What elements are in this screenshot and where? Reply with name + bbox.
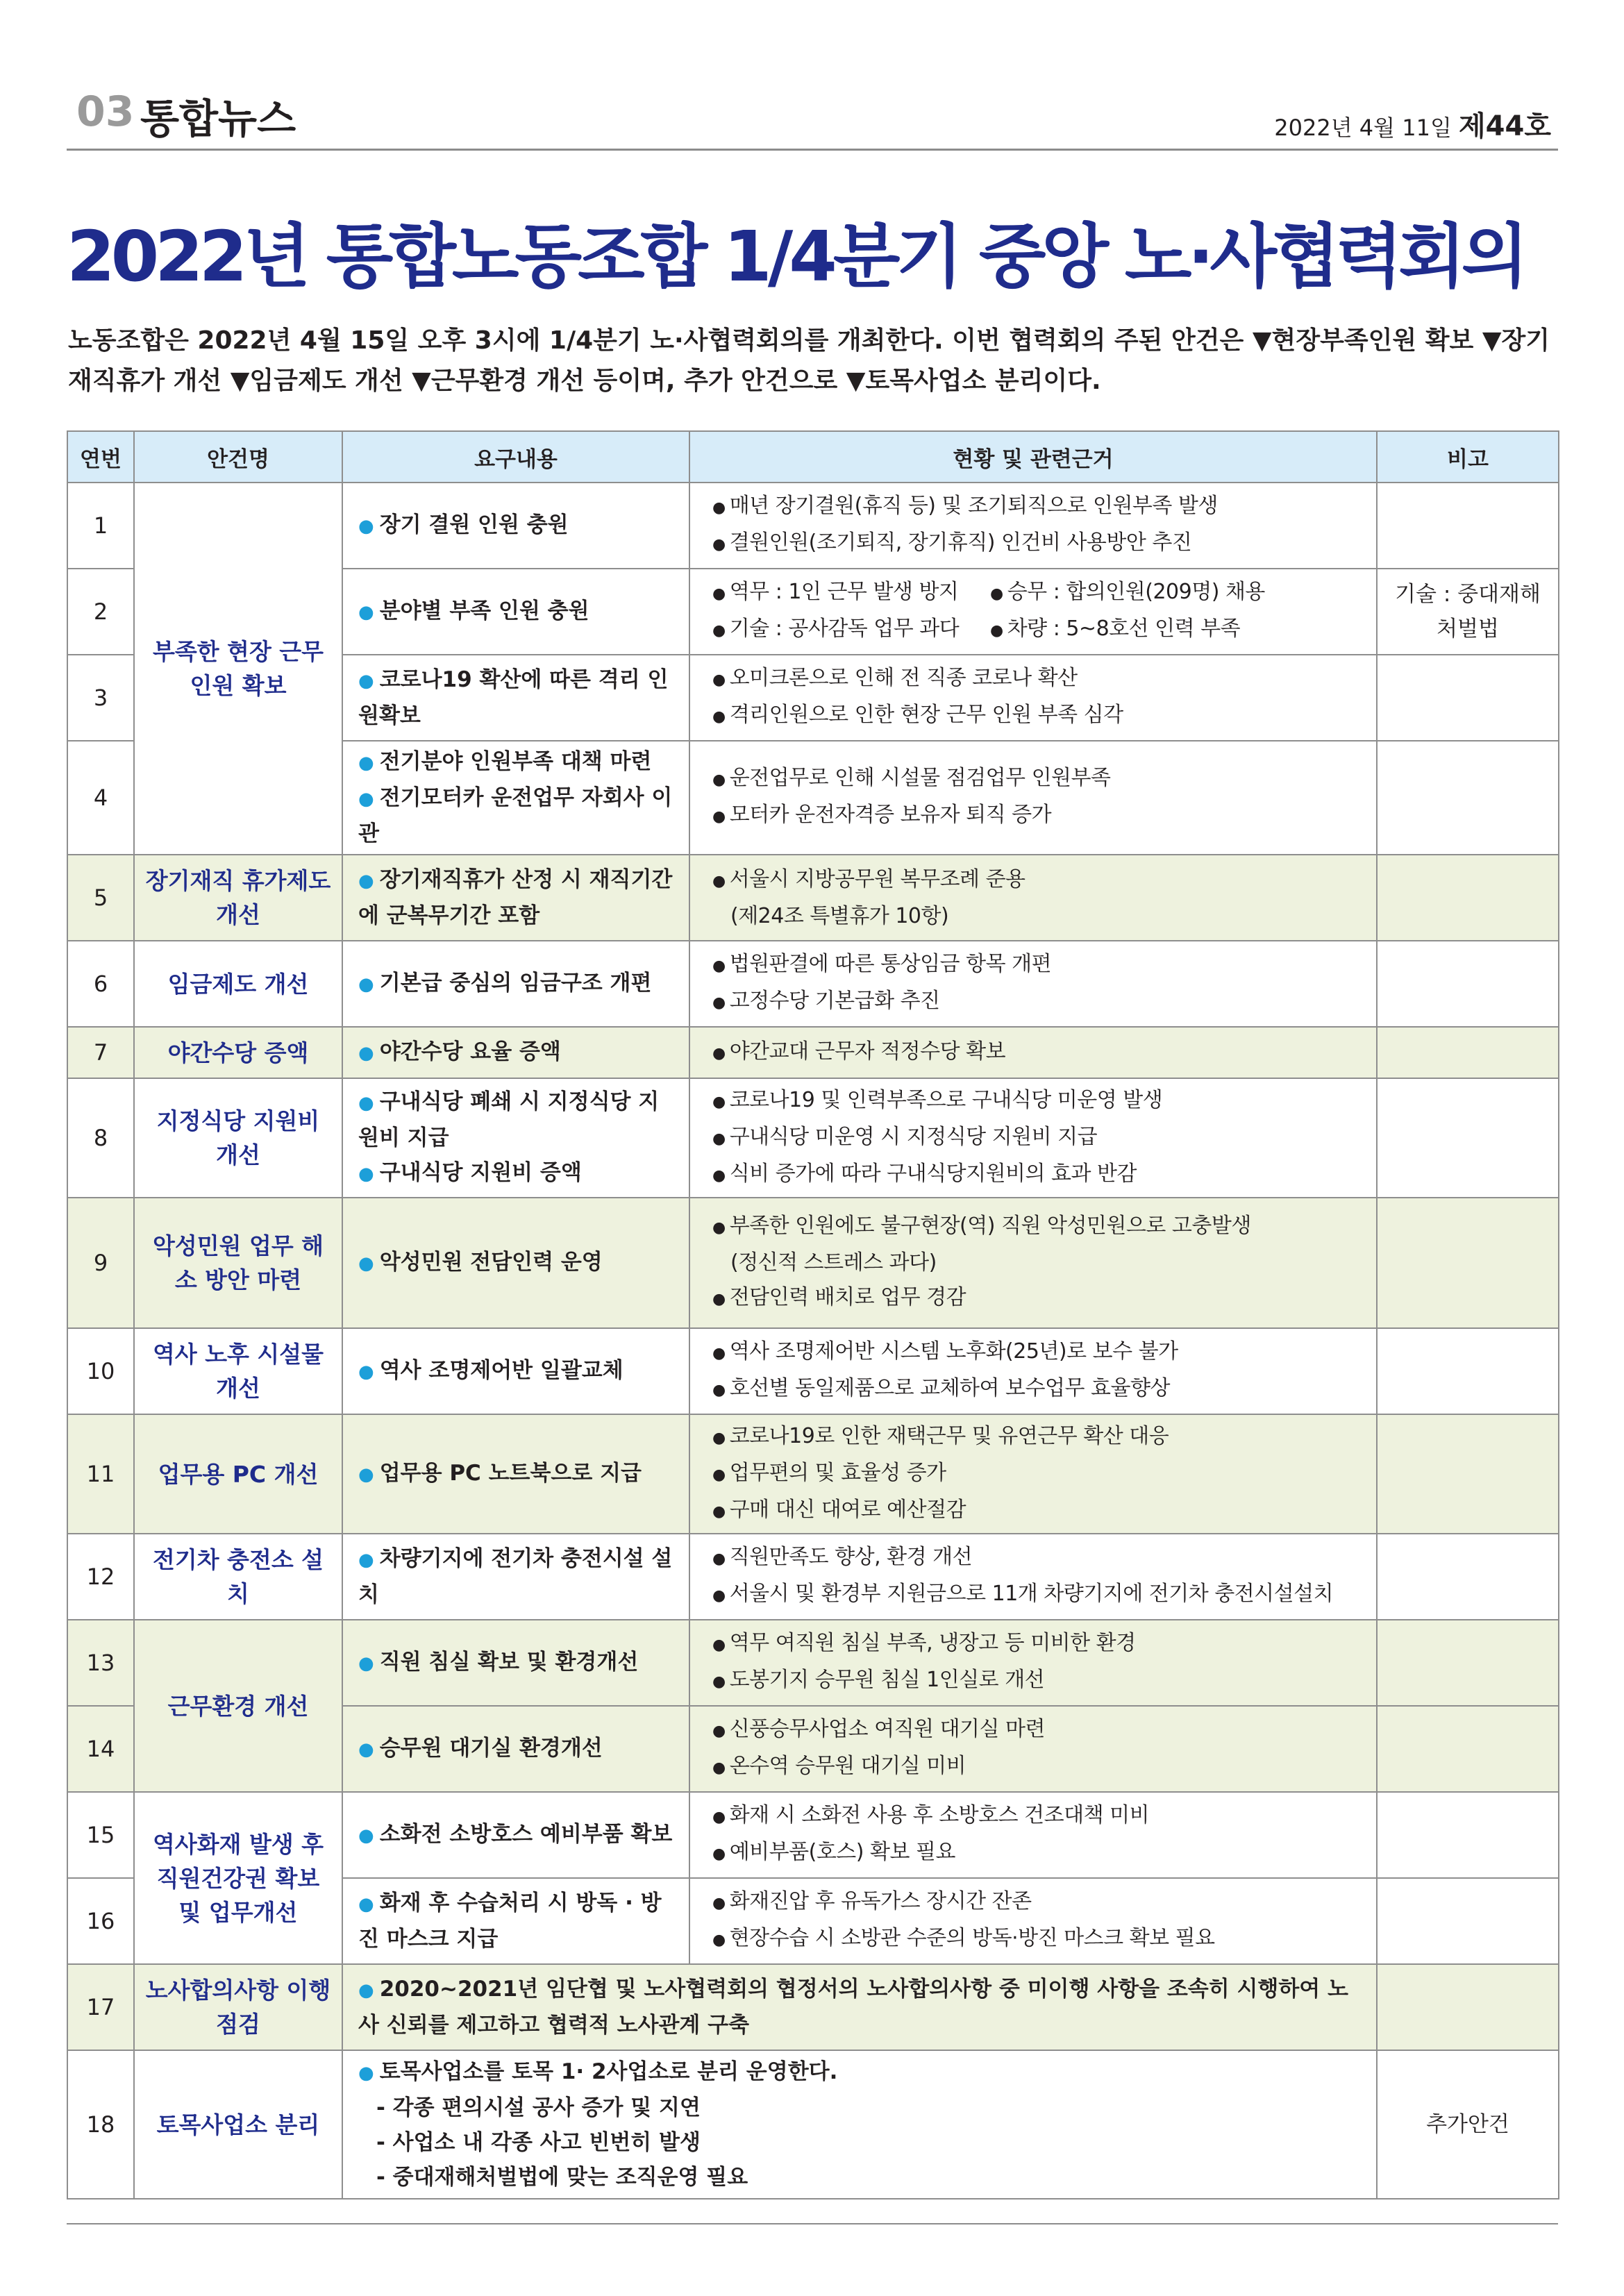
row-number: 14 <box>67 1706 134 1792</box>
article-title: 2022년 통합노동조합 1/4분기 중앙 노·사협력회의 <box>67 216 1525 297</box>
row-number: 4 <box>67 741 134 855</box>
status-cell: ● 매년 장기결원(휴직 등) 및 조기퇴직으로 인원부족 발생 ● 결원인원(조기퇴직, 장기휴직) 인건비 사용방안 추진 <box>689 483 1377 569</box>
row-number: 10 <box>67 1328 134 1414</box>
agenda-name: 업무용 PC 개선 <box>134 1414 342 1534</box>
status-cell: ● 화재 시 소화전 사용 후 소방호스 건조대책 미비 ● 예비부품(호스) 확보 필요 <box>689 1792 1377 1878</box>
status-cell: ● 코로나19 및 인력부족으로 구내식당 미운영 발생 ● 구내식당 미운영 시 지정식당 지원비 지급 ● 식비 증가에 따라 구내식당지원비의 효과 반감 <box>689 1078 1377 1198</box>
note-cell <box>1377 1706 1559 1792</box>
row-number: 18 <box>67 2050 134 2199</box>
row-number: 2 <box>67 569 134 655</box>
issue-number: 제44호 <box>1459 110 1551 142</box>
table-row <box>67 2050 1559 2199</box>
row-number: 16 <box>67 1878 134 1964</box>
row-number: 13 <box>67 1620 134 1706</box>
note-cell <box>1377 655 1559 741</box>
table-row <box>67 1792 1559 1878</box>
table-row <box>67 1964 1559 2050</box>
request-cell: ● 소화전 소방호스 예비부품 확보 <box>342 1792 689 1878</box>
header-no: 연번 <box>67 431 134 483</box>
row-number: 7 <box>67 1027 134 1078</box>
note-cell <box>1377 855 1559 941</box>
page-header <box>67 82 1558 151</box>
request-cell: ● 전기분야 인원부족 대책 마련 ● 전기모터카 운전업무 자회사 이관 <box>342 741 689 855</box>
request-cell: ● 2020~2021년 임단협 및 노사협력회의 협정서의 노사합의사항 중 미이행 사항을 조속히 시행하여 노사 신뢰를 제고하고 협력적 노사관계 구축 <box>342 1964 1377 2050</box>
status-cell: ● 부족한 인원에도 불구현장(역) 직원 악성민원으로 고충발생 (정신적 스트레스 과다) ● 전담인력 배치로 업무 경감 <box>689 1198 1377 1328</box>
agenda-name: 역사 노후 시설물 개선 <box>134 1328 342 1414</box>
agenda-name: 토목사업소 분리 <box>134 2050 342 2199</box>
request-cell: ● 야간수당 요율 증액 <box>342 1027 689 1078</box>
note-cell <box>1377 1328 1559 1414</box>
request-cell: ● 악성민원 전담인력 운영 <box>342 1198 689 1328</box>
note-cell <box>1377 1878 1559 1964</box>
agenda-name: 역사화재 발생 후 직원건강권 확보 및 업무개선 <box>134 1792 342 1964</box>
request-cell: ● 업무용 PC 노트북으로 지급 <box>342 1414 689 1534</box>
request-cell: ● 화재 후 수습처리 시 방독 · 방진 마스크 지급 <box>342 1878 689 1964</box>
note-cell <box>1377 941 1559 1027</box>
article-intro: 노동조합은 2022년 4월 15일 오후 3시에 1/4분기 노·사협력회의를 개최한다. 이번 협력회의 주된 안건은 ▼현장부족인원 확보 ▼장기재직휴가 개선 ▼임금제도 개선 ▼근무환경 개선 등이며, 추가 안건으로 ▼토목사업소 분리이다. <box>68 326 1550 395</box>
status-cell: ● 오미크론으로 인해 전 직종 코로나 확산 ● 격리인원으로 인한 현장 근무 인원 부족 심각 <box>689 655 1377 741</box>
footer-rule <box>67 2223 1558 2224</box>
header-note: 비고 <box>1377 431 1559 483</box>
agenda-name: 임금제도 개선 <box>134 941 342 1027</box>
note-cell <box>1377 1414 1559 1534</box>
status-cell: ● 서울시 지방공무원 복무조례 준용 (제24조 특별휴가 10항) <box>689 855 1377 941</box>
row-number: 6 <box>67 941 134 1027</box>
note-cell: 추가안건 <box>1377 2050 1559 2199</box>
header-status: 현황 및 관련근거 <box>689 431 1377 483</box>
table-row <box>67 1620 1559 1706</box>
table-row <box>67 941 1559 1027</box>
note-cell <box>1377 1620 1559 1706</box>
request-cell: ● 토목사업소를 토목 1· 2사업소로 분리 운영한다. - 각종 편의시설 공사 증가 및 지연 - 사업소 내 각종 사고 빈번히 발생 - 중대재해처벌법에 맞는 조직운영 필요 <box>342 2050 1377 2199</box>
note-cell <box>1377 1964 1559 2050</box>
agenda-name: 노사합의사항 이행 점검 <box>134 1964 342 2050</box>
agenda-name: 전기차 충전소 설치 <box>134 1534 342 1620</box>
note-cell <box>1377 1027 1559 1078</box>
table-row <box>67 1414 1559 1534</box>
status-cell: ● 코로나19로 인한 재택근무 및 유연근무 확산 대응 ● 업무편의 및 효율성 증가 ● 구매 대신 대여로 예산절감 <box>689 1414 1377 1534</box>
table-row <box>67 483 1559 569</box>
table-row <box>67 1078 1559 1198</box>
request-cell: ● 장기 결원 인원 충원 <box>342 483 689 569</box>
status-cell: ● 역무 : 1인 근무 발생 방지 ● 승무 : 합의인원(209명) 채용 ● 기술 : 공사감독 업무 과다 ● 차량 : 5~8호선 인력 부족 <box>689 569 1377 655</box>
row-number: 3 <box>67 655 134 741</box>
row-number: 5 <box>67 855 134 941</box>
status-cell: ● 신풍승무사업소 여직원 대기실 마련 ● 온수역 승무원 대기실 미비 <box>689 1706 1377 1792</box>
agenda-name: 근무환경 개선 <box>134 1620 342 1792</box>
issue-info <box>1274 104 1551 144</box>
table-row <box>67 1328 1559 1414</box>
header-request: 요구내용 <box>342 431 689 483</box>
status-cell: ● 역무 여직원 침실 부족, 냉장고 등 미비한 환경 ● 도봉기지 승무원 침실 1인실로 개선 <box>689 1620 1377 1706</box>
row-number: 8 <box>67 1078 134 1198</box>
note-cell <box>1377 741 1559 855</box>
table-header-row <box>67 431 1559 483</box>
status-cell: ● 직원만족도 향상, 환경 개선 ● 서울시 및 환경부 지원금으로 11개 차량기지에 전기차 충전시설설치 <box>689 1534 1377 1620</box>
row-number: 15 <box>67 1792 134 1878</box>
request-cell: ● 승무원 대기실 환경개선 <box>342 1706 689 1792</box>
table-row <box>67 1534 1559 1620</box>
note-cell: 기술 : 중대재해처벌법 <box>1377 569 1559 655</box>
request-cell: ● 기본급 중심의 임금구조 개편 <box>342 941 689 1027</box>
agenda-name: 지정식당 지원비 개선 <box>134 1078 342 1198</box>
status-cell: ● 법원판결에 따른 통상임금 항목 개편 ● 고정수당 기본급화 추진 <box>689 941 1377 1027</box>
request-cell: ● 직원 침실 확보 및 환경개선 <box>342 1620 689 1706</box>
issue-date: 2022년 4월 11일 <box>1274 115 1452 141</box>
row-number: 11 <box>67 1414 134 1534</box>
section-title: 통합뉴스 <box>140 95 296 142</box>
row-number: 9 <box>67 1198 134 1328</box>
row-number: 17 <box>67 1964 134 2050</box>
status-cell: ● 화재진압 후 유독가스 장시간 잔존 ● 현장수습 시 소방관 수준의 방독·방진 마스크 확보 필요 <box>689 1878 1377 1964</box>
request-cell: ● 분야별 부족 인원 충원 <box>342 569 689 655</box>
table-row <box>67 1027 1559 1078</box>
agenda-table <box>67 430 1559 2199</box>
note-cell <box>1377 1792 1559 1878</box>
note-cell <box>1377 1198 1559 1328</box>
agenda-name: 야간수당 증액 <box>134 1027 342 1078</box>
request-cell: ● 차량기지에 전기차 충전시설 설치 <box>342 1534 689 1620</box>
request-cell: ● 장기재직휴가 산정 시 재직기간에 군복무기간 포함 <box>342 855 689 941</box>
row-number: 12 <box>67 1534 134 1620</box>
status-cell: ● 역사 조명제어반 시스템 노후화(25년)로 보수 불가 ● 호선별 동일제품으로 교체하여 보수업무 효율향상 <box>689 1328 1377 1414</box>
table-row <box>67 1198 1559 1328</box>
header-agenda: 안건명 <box>134 431 342 483</box>
note-cell <box>1377 483 1559 569</box>
request-cell: ● 역사 조명제어반 일괄교체 <box>342 1328 689 1414</box>
request-cell: ● 코로나19 확산에 따른 격리 인원확보 <box>342 655 689 741</box>
request-cell: ● 구내식당 폐쇄 시 지정식당 지원비 지급 ● 구내식당 지원비 증액 <box>342 1078 689 1198</box>
agenda-name: 장기재직 휴가제도 개선 <box>134 855 342 941</box>
agenda-name: 부족한 현장 근무 인원 확보 <box>134 483 342 855</box>
note-cell <box>1377 1534 1559 1620</box>
status-cell: ● 야간교대 근무자 적정수당 확보 <box>689 1027 1377 1078</box>
status-cell: ● 운전업무로 인해 시설물 점검업무 인원부족 ● 모터카 운전자격증 보유자 퇴직 증가 <box>689 741 1377 855</box>
note-cell <box>1377 1078 1559 1198</box>
row-number: 1 <box>67 483 134 569</box>
table-row <box>67 855 1559 941</box>
agenda-name: 악성민원 업무 해소 방안 마련 <box>134 1198 342 1328</box>
page-number: 03 <box>76 87 135 136</box>
